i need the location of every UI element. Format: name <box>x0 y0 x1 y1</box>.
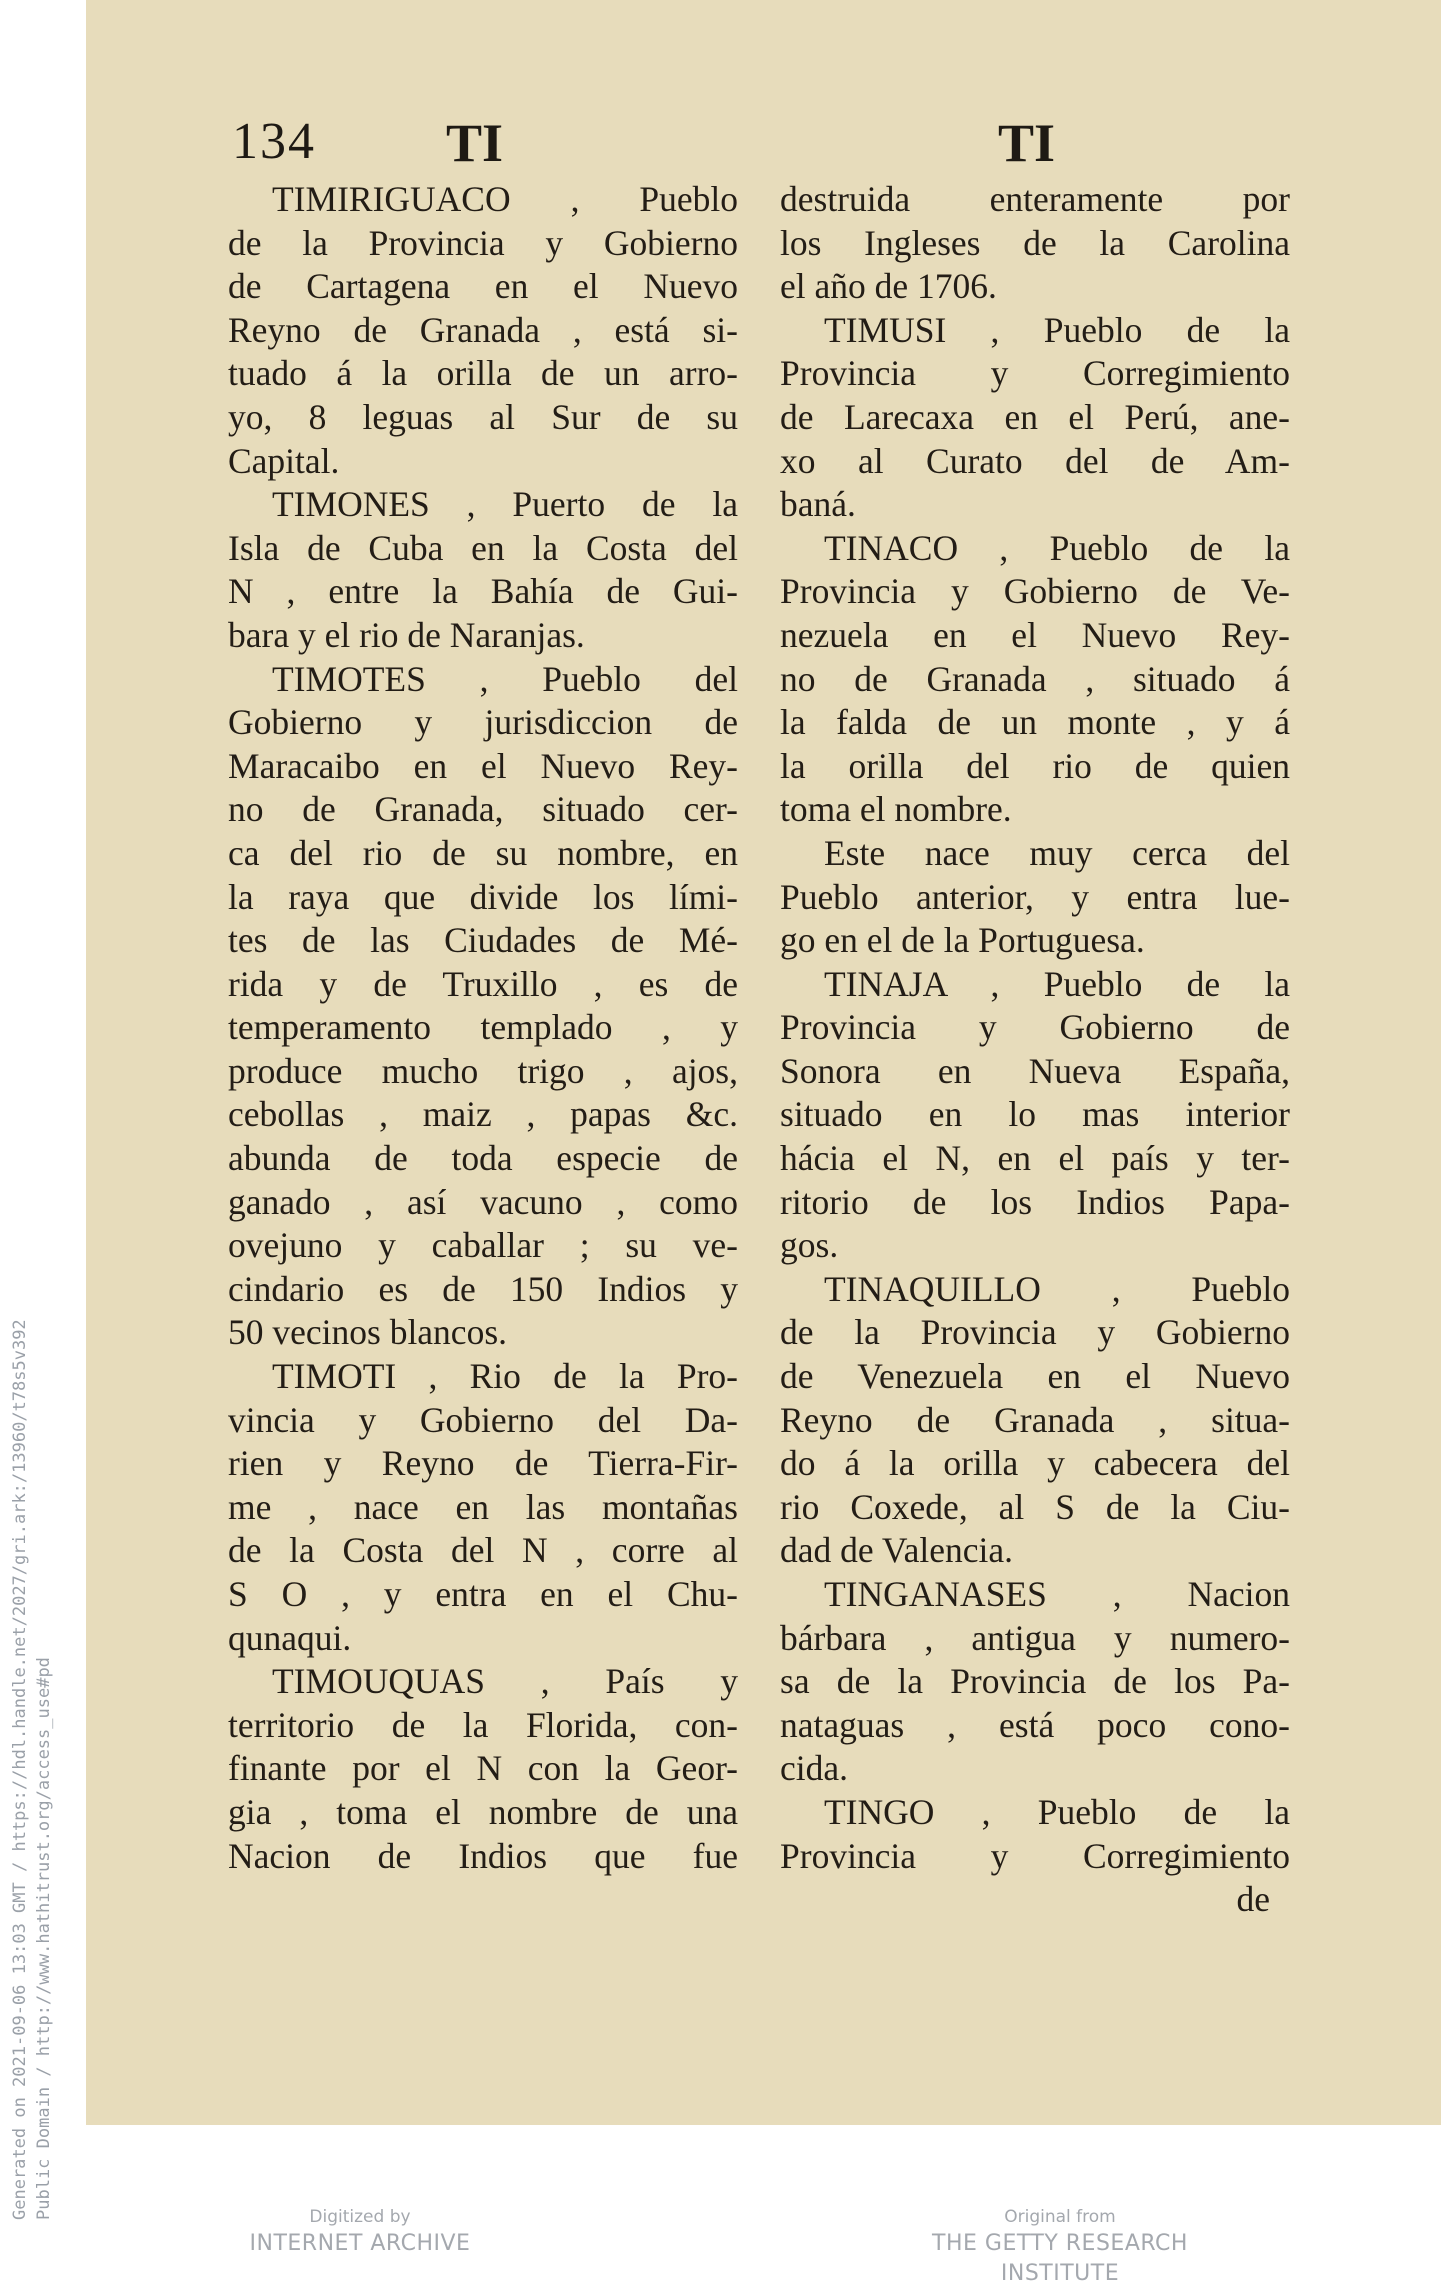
text-line: qunaqui. <box>228 1617 352 1658</box>
text-line: Isla de Cuba en la Costa del <box>228 527 738 568</box>
text-line: el año de 1706. <box>780 266 997 307</box>
text-line: bara y el rio de Naranjas. <box>228 614 585 655</box>
text-line: toma el nombre. <box>780 789 1012 830</box>
text-line: la falda de un monte , y á <box>780 702 1290 743</box>
text-line: Pueblo anterior, y entra lue- <box>780 876 1290 917</box>
internet-archive-label: INTERNET ARCHIVE <box>249 2231 471 2256</box>
text-line: Provincia y Gobierno de <box>780 1007 1290 1048</box>
text-line: de Venezuela en el Nuevo <box>780 1356 1290 1397</box>
text-line: vincia y Gobierno del Da- <box>228 1399 738 1440</box>
text-line: de la Costa del N , corre al <box>228 1530 738 1571</box>
text-line: bárbara , antigua y numero- <box>780 1617 1290 1658</box>
text-line: de Cartagena en el Nuevo <box>228 266 738 307</box>
text-line: baná. <box>780 484 856 525</box>
text-line: Provincia y Corregimiento <box>780 1835 1290 1876</box>
text-line: de Larecaxa en el Perú, ane- <box>780 396 1290 437</box>
text-line: go en el de la Portuguesa. <box>780 920 1145 961</box>
text-line: N , entre la Bahía de Gui- <box>228 571 738 612</box>
text-line: sa de la Provincia de los Pa- <box>780 1661 1290 1702</box>
text-line: hácia el N, en el país y ter- <box>780 1138 1290 1179</box>
text-line: gia , toma el nombre de una <box>228 1791 738 1832</box>
text-line: tuado á la orilla de un arro- <box>228 353 738 394</box>
text-line: Nacion de Indios que fue <box>228 1835 738 1876</box>
running-head-left: TI <box>446 113 504 173</box>
running-head-right: TI <box>998 113 1056 173</box>
getty-institute-label: THE GETTY RESEARCH INSTITUTE <box>932 2231 1188 2286</box>
page-number: 134 <box>232 113 316 170</box>
text-line: 50 vecinos blancos. <box>228 1312 508 1353</box>
text-line: me , nace en las montañas <box>228 1486 738 1527</box>
text-line: no de Granada, situado cer- <box>228 789 738 830</box>
text-line: situado en lo mas interior <box>780 1094 1290 1135</box>
text-line: TINGANASES , Nacion <box>824 1574 1290 1614</box>
text-line: dad de Valencia. <box>780 1530 1013 1571</box>
text-line: Gobierno y jurisdiccion de <box>228 702 738 743</box>
watermark-line-2: Public Domain / http://www.hathitrust.org/access_use#pd <box>34 1657 54 2220</box>
book-page <box>86 0 1441 2125</box>
text-line: los Ingleses de la Carolina <box>780 222 1290 263</box>
text-line: Capital. <box>228 440 340 481</box>
text-line: xo al Curato del de Am- <box>780 440 1290 481</box>
text-line: TIMUSI , Pueblo de la <box>824 309 1290 350</box>
text-line: Provincia y Gobierno de Ve- <box>780 571 1290 612</box>
hathitrust-watermark <box>8 1319 56 2220</box>
text-line: Reyno de Granada , situa- <box>780 1399 1290 1440</box>
original-from-label: Original from <box>1004 2207 1116 2227</box>
text-line: la orilla del rio de quien <box>780 745 1290 786</box>
text-line: cebollas , maiz , papas &c. <box>228 1094 738 1135</box>
text-line: no de Granada , situado á <box>780 658 1290 699</box>
text-line: tes de las Ciudades de Mé- <box>228 920 738 961</box>
text-line: TIMOTI , Rio de la Pro- <box>272 1356 738 1397</box>
text-line: TINGO , Pueblo de la <box>824 1791 1290 1832</box>
text-line: destruida enteramente por <box>780 179 1290 219</box>
text-line: ovejuno y caballar ; su ve- <box>228 1225 738 1266</box>
text-line: TINAJA , Pueblo de la <box>824 963 1290 1004</box>
text-line: Maracaibo en el Nuevo Rey- <box>228 745 738 786</box>
text-line: Reyno de Granada , está si- <box>228 309 738 350</box>
text-line: ca del rio de su nombre, en <box>228 832 738 873</box>
text-line: cida. <box>780 1748 849 1789</box>
text-line: finante por el N con la Geor- <box>228 1748 738 1789</box>
catchword: de <box>1236 1879 1270 1920</box>
text-line: la raya que divide los lími- <box>228 876 738 917</box>
text-line: Provincia y Corregimiento <box>780 353 1290 394</box>
text-line: ganado , así vacuno , como <box>228 1181 738 1222</box>
text-line: S O , y entra en el Chu- <box>228 1574 738 1614</box>
text-line: Sonora en Nueva España, <box>780 1050 1290 1091</box>
digitized-by-label: Digitized by <box>309 2207 411 2227</box>
text-line: nezuela en el Nuevo Rey- <box>780 614 1290 655</box>
text-line: rien y Reyno de Tierra-Fir- <box>228 1443 738 1484</box>
left-margin <box>0 0 86 2255</box>
text-line: territorio de la Florida, con- <box>228 1704 738 1745</box>
text-line: temperamento templado , y <box>228 1007 738 1048</box>
text-line: nataguas , está poco cono- <box>780 1704 1290 1745</box>
text-line: TINAQUILLO , Pueblo <box>824 1268 1290 1309</box>
text-line: ritorio de los Indios Papa- <box>780 1181 1290 1222</box>
watermark-line-1: Generated on 2021-09-06 13:03 GMT / https://hdl.handle.net/2027/gri.ark:/13960/t78s5v392 <box>10 1319 30 2220</box>
text-line: produce mucho trigo , ajos, <box>228 1050 738 1091</box>
text-line: Este nace muy cerca del <box>824 832 1290 873</box>
text-line: TIMIRIGUACO , Pueblo <box>272 179 738 219</box>
text-line: rio Coxede, al S de la Ciu- <box>780 1486 1290 1527</box>
text-line: TINACO , Pueblo de la <box>824 527 1290 568</box>
right-column <box>780 178 1290 1922</box>
text-line: cindario es de 150 Indios y <box>228 1268 738 1309</box>
text-line: rida y de Truxillo , es de <box>228 963 738 1004</box>
text-line: yo, 8 leguas al Sur de su <box>228 396 738 437</box>
text-line: TIMOUQUAS , País y <box>272 1661 738 1702</box>
text-line: TIMONES , Puerto de la <box>272 484 738 525</box>
text-line: de la Provincia y Gobierno <box>228 222 738 263</box>
text-line: gos. <box>780 1225 839 1266</box>
digitized-by-credit <box>230 2205 490 2259</box>
text-line: do á la orilla y cabecera del <box>780 1443 1290 1484</box>
text-line: de la Provincia y Gobierno <box>780 1312 1290 1353</box>
original-from-credit <box>870 2205 1250 2289</box>
text-line: abunda de toda especie de <box>228 1138 738 1179</box>
left-column <box>228 178 738 1878</box>
text-line: TIMOTES , Pueblo del <box>272 658 738 699</box>
